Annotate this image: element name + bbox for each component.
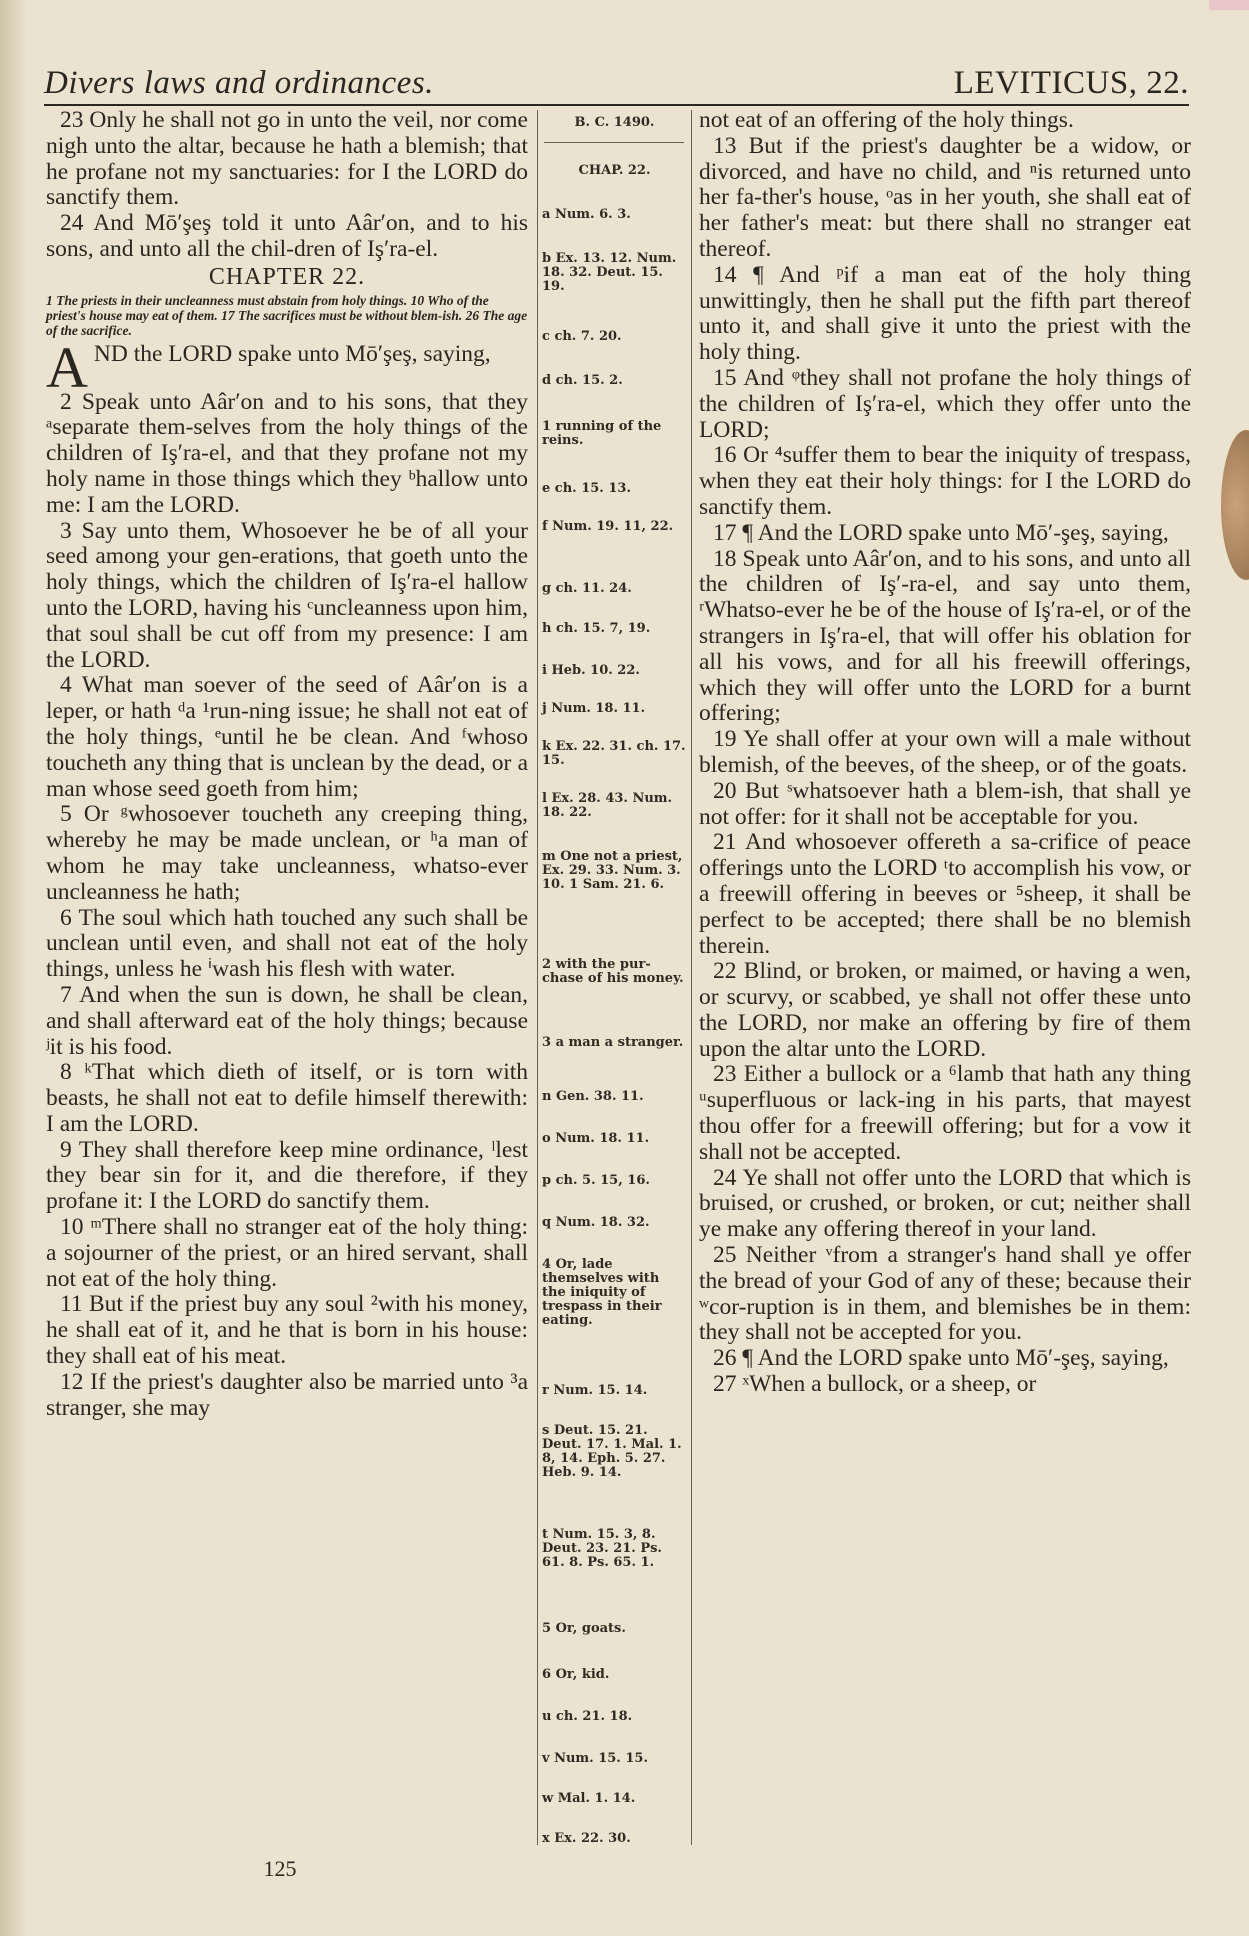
cross-reference: v Num. 15. 15. — [542, 1751, 648, 1766]
running-head-right: LEVITICUS, 22. — [953, 65, 1189, 101]
verse-22-18: 18 Speak unto Aâr′on, and to his sons, and unto all the children of Iş′-ra-el, and say unto them, ʳWhatso-ever he be of the house of Iş′ra-el, or of the strangers in Iş′ra-el, that will offer his oblation for all his vows, and for all his freewill offerings, which they will offer unto the LORD for a burnt offering; — [699, 545, 1191, 727]
cross-reference: l Ex. 28. 43. Num. 18. 22. — [542, 791, 673, 820]
running-head — [44, 52, 1189, 102]
verse-22-10: 10 ᵐThere shall no stranger eat of the holy thing: a sojourner of the priest, or an hired servant, shall not eat of the holy thing. — [46, 1214, 528, 1292]
cross-reference: u ch. 21. 18. — [542, 1709, 633, 1724]
column-divider-right — [691, 110, 692, 1845]
verse-22-7: 7 And when the sun is down, he shall be clean, and shall afterward eat of the holy things; because ʲit is his food. — [46, 981, 528, 1060]
cross-reference: x Ex. 22. 30. — [542, 1831, 631, 1846]
drop-cap: A — [46, 334, 88, 400]
marginal-note: 6 Or, kid. — [542, 1667, 610, 1682]
verse-22-3: 3 Say unto them, Whosoever he be of all your seed among your gen-erations, that goeth unto the holy things, which the children of Iş′ra-el hallow unto the LORD, having his ᶜuncleanness upon him, that soul shall be cut off from my presence: I am the LORD. — [46, 517, 528, 673]
verse-22-15: 15 And ᵠthey shall not profane the holy things of the children of Iş′ra-el, which they offer unto the LORD; — [699, 364, 1191, 443]
cross-reference: g ch. 11. 24. — [542, 581, 632, 596]
verse-22-13: 13 But if the priest's daughter be a widow, or divorced, and have no child, and ⁿis returned unto her fa-ther's house, ᵒas in her youth, she shall eat of her father's meat: but there shall no stranger eat thereof. — [699, 132, 1191, 262]
chapter-note: CHAP. 22. — [578, 163, 651, 178]
cross-reference: t Num. 15. 3, 8. Deut. 23. 21. Ps. 61. 8. Ps. 65. 1. — [542, 1527, 662, 1570]
marginal-note: 5 Or, goats. — [542, 1621, 626, 1636]
marginal-note: 3 a man a stranger. — [542, 1035, 684, 1050]
cross-reference: s Deut. 15. 21. Deut. 17. 1. Mal. 1. 8, 14. Eph. 5. 27. Heb. 9. 14. — [542, 1423, 682, 1480]
cross-reference: m One not a priest, Ex. 29. 33. Num. 3. 10. 1 Sam. 21. 6. — [542, 849, 683, 892]
verse-22-2: 2 Speak unto Aâr′on and to his sons, that they ᵃseparate them-selves from the holy things of the children of Iş′ra-el, and that they profane not my holy name in those things which they ᵇhallow unto me: I am the LORD. — [46, 388, 528, 518]
verse-22-1 — [46, 334, 528, 400]
verse-22-27: 27 ˣWhen a bullock, or a sheep, or — [713, 1371, 1037, 1398]
marginal-note: 1 running of the reins. — [542, 419, 662, 448]
cross-reference: c ch. 7. 20. — [542, 329, 622, 344]
corner-tab — [1209, 0, 1249, 10]
verse-21-23: 23 Only he shall not go in unto the veil, nor come nigh unto the altar, because he hath a blemish; that he profane not my sanctuaries: for I the LORD do sanctify them. — [46, 107, 528, 211]
verse-22-14: 14 ¶ And ᵖif a man eat of the holy thing unwittingly, then he shall put the fifth part thereof unto it, and shall give it unto the priest with the holy thing. — [699, 261, 1191, 366]
chapter-summary: 1 The priests in their uncleanness must abstain from holy things. 10 Who of the priest's house may eat of them. 17 The sacrifices must be without blem-ish. 26 The age of the sacrifice. — [46, 292, 528, 338]
cross-reference: a Num. 6. 3. — [542, 207, 631, 222]
cross-reference: j Num. 18. 11. — [542, 701, 646, 716]
marginal-note: 2 with the pur-chase of his money. — [542, 957, 684, 986]
verse-22-22: 22 Blind, or broken, or maimed, or having a wen, or scurvy, or scabbed, ye shall not offer these unto the LORD, nor make an offering by fire of them upon the altar unto the LORD. — [699, 958, 1191, 1062]
right-text-column — [699, 108, 1191, 1398]
cross-reference: h ch. 15. 7, 19. — [542, 621, 651, 636]
verse-22-6: 6 The soul which hath touched any such shall be unclean until even, and shall not eat of the holy things, unless he ⁱwash his flesh with water. — [46, 904, 528, 983]
verse-22-16: 16 Or ⁴suffer them to bear the iniquity of trespass, when they eat their holy things: for I the LORD do sanctify them. — [699, 442, 1191, 520]
verse-22-12: 12 If the priest's daughter also be married unto ³a stranger, she may — [46, 1368, 528, 1421]
date-note: B. C. 1490. — [574, 115, 655, 130]
verse-21-24: 24 And Mō′şeş told it unto Aâr′on, and to his sons, and unto all the chil-dren of Iş′ra-el. — [46, 210, 528, 262]
cross-reference: e ch. 15. 13. — [542, 481, 631, 496]
verse-22-5: 5 Or ᵍwhosoever toucheth any creeping thing, whereby he may be made unclean, or ʰa man of whom he may take uncleanness, whatso-ever uncleanness he hath; — [46, 801, 528, 905]
verse-22-9: 9 They shall therefore keep mine ordinance, ˡlest they bear sin for it, and die therefore, if they profane it: I the LORD do sanctify them. — [46, 1136, 528, 1215]
cross-reference: q Num. 18. 32. — [542, 1215, 650, 1230]
cross-reference: r Num. 15. 14. — [542, 1383, 648, 1398]
cross-reference: i Heb. 10. 22. — [542, 663, 640, 678]
verse-22-21: 21 And whosoever offereth a sa-crifice of peace offerings unto the LORD ᵗto accomplish his vow, or a freewill offering in beeves or ⁵sheep, it shall be perfect to be accepted; there shall be no blemish therein. — [699, 829, 1191, 959]
cross-reference: o Num. 18. 11. — [542, 1131, 650, 1146]
running-head-left: Divers laws and ordinances. — [44, 65, 434, 101]
header-rule — [44, 104, 1189, 106]
cross-reference: w Mal. 1. 14. — [542, 1791, 636, 1806]
cross-reference: f Num. 19. 11, 22. — [542, 519, 674, 534]
verse-22-8: 8 ᵏThat which dieth of itself, or is torn with beasts, he shall not eat to defile himself therewith: I am the LORD. — [46, 1059, 528, 1137]
cross-reference: k Ex. 22. 31. ch. 17. 15. — [542, 739, 686, 768]
marginal-note: 4 Or, lade themselves with the iniquity of trespass in their eating. — [542, 1257, 662, 1328]
verse-22-26: 26 ¶ And the LORD spake unto Mō′-şeş, saying, — [713, 1345, 1169, 1372]
page-number: 125 — [263, 1856, 297, 1881]
verse-22-4: 4 What man soever of the seed of Aâr′on is a leper, or hath ᵈa ¹run-ning issue; he shall not eat of the holy things, ᵉuntil he be clean. And ᶠwhoso toucheth any thing that is unclean by the dead, or a man whose seed goeth from him; — [46, 672, 528, 802]
left-text-column — [46, 108, 528, 1421]
verse-22-23: 23 Either a bullock or a ⁶lamb that hath any thing ᵘsuperfluous or lack-ing in his parts, that mayest thou offer for a freewill offering; but for a vow it shall not be accepted. — [699, 1061, 1191, 1165]
verse-22-24: 24 Ye shall not offer unto the LORD that which is bruised, or crushed, or broken, or cut; neither shall ye make any offering thereof in your land. — [699, 1164, 1191, 1243]
verse-22-20: 20 But ˢwhatsoever hath a blem-ish, that shall ye not offer: for it shall not be acceptable for you. — [699, 777, 1191, 830]
column-divider-left — [537, 110, 538, 1845]
chapter-heading: CHAPTER 22. — [208, 263, 366, 290]
verse-22-12-continued: not eat of an offering of the holy things. — [699, 107, 1074, 133]
cross-reference: p ch. 5. 15, 16. — [542, 1173, 650, 1188]
cross-reference: d ch. 15. 2. — [542, 373, 623, 388]
cross-reference: b Ex. 13. 12. Num. 18. 32. Deut. 15. 19. — [542, 251, 677, 294]
verse-22-17: 17 ¶ And the LORD spake unto Mō′-şeş, saying, — [713, 519, 1169, 546]
thumb-edge — [1221, 430, 1249, 580]
reference-separator — [544, 142, 684, 143]
verse-22-1-text: ND the LORD spake unto Mō′şeş, saying, — [93, 340, 491, 367]
verse-22-19: 19 Ye shall offer at your own will a male without blemish, of the beeves, of the sheep, or of the goats. — [699, 726, 1191, 778]
cross-reference: n Gen. 38. 11. — [542, 1089, 644, 1104]
verse-22-11: 11 But if the priest buy any soul ²with his money, he shall eat of it, and he that is born in his house: they shall eat of his meat. — [46, 1291, 528, 1370]
verse-22-25: 25 Neither ᵛfrom a stranger's hand shall ye offer the bread of your God of any of these; because their ʷcor-ruption is in them, and blemishes be in them: they shall not be accepted for you. — [699, 1242, 1191, 1346]
page-gutter-shadow — [0, 0, 28, 1936]
